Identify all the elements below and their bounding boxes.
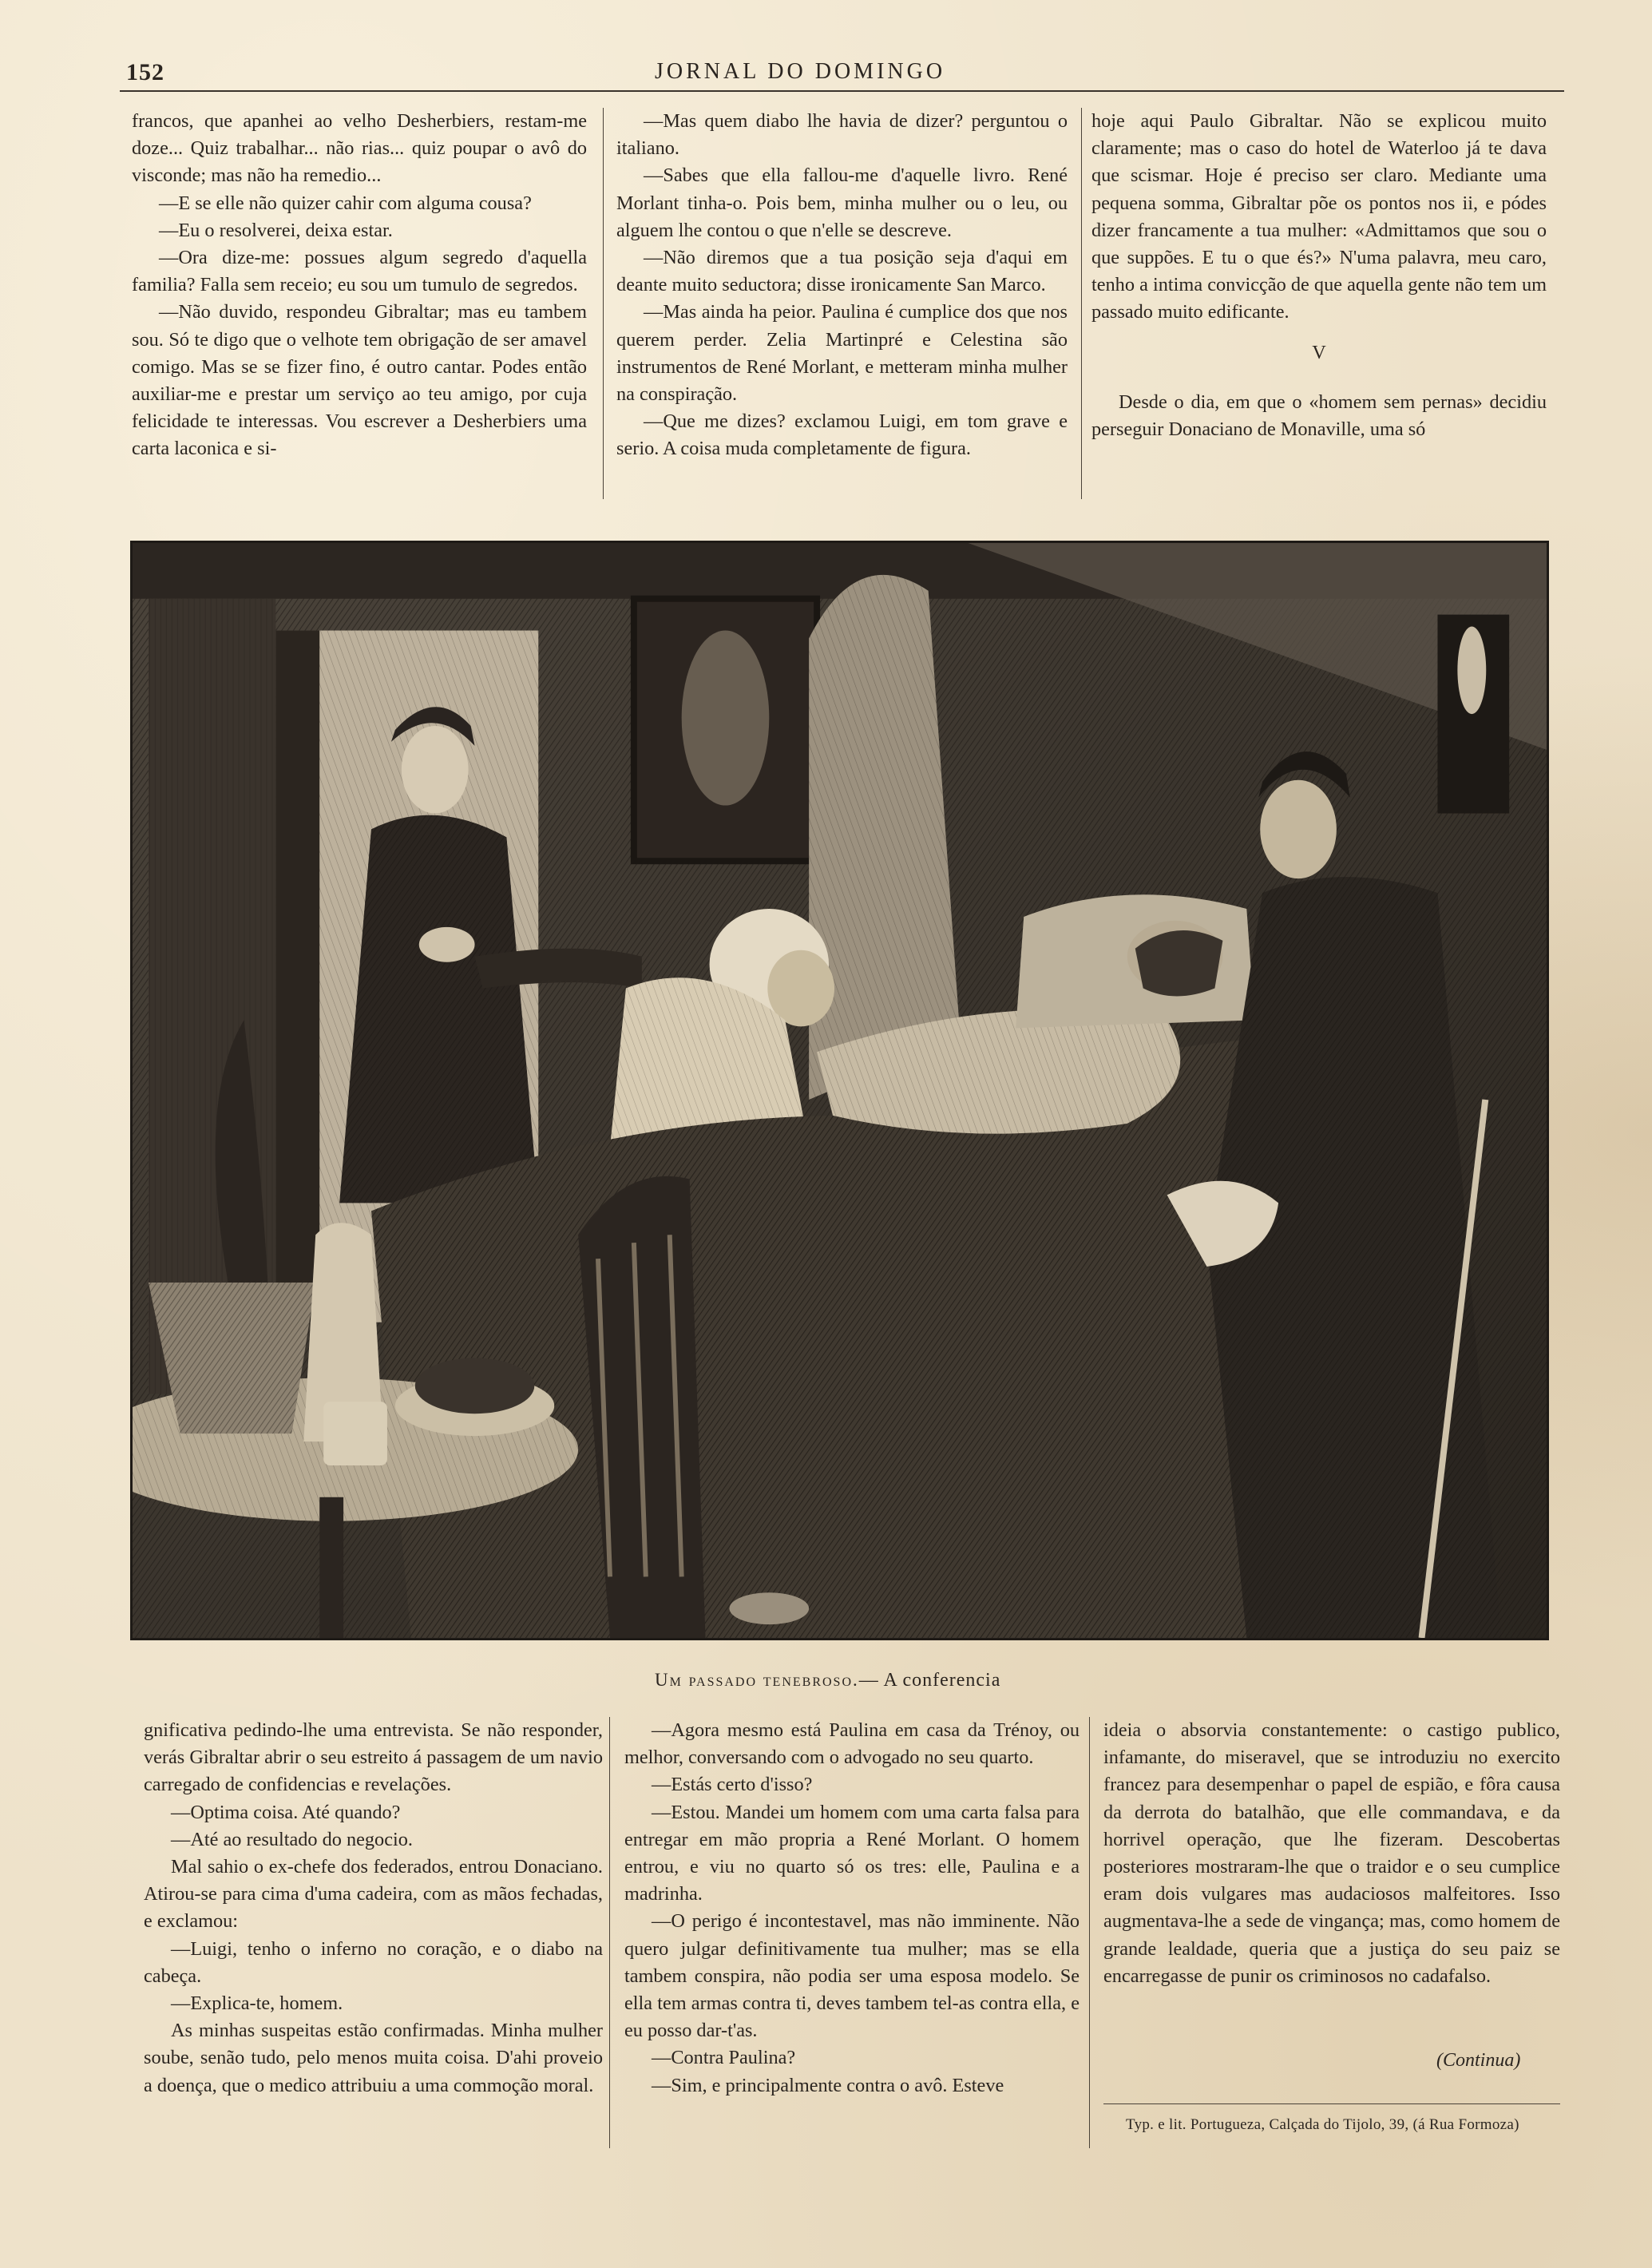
paragraph: —O perigo é incontestavel, mas não imminente. Não quero julgar definitivamente tua mulher; mas se ella tambem conspira, não podia ser uma esposa modelo. Se ella tem armas contra ti, deves tambem tel-as contra ella, e eu posso dar-t'as. xyxy=(624,1910,1080,2042)
paragraph: —Não diremos que a tua posição seja d'aqui em deante muito seductora; disse ironicamente San Marco. xyxy=(616,247,1068,296)
header-rule xyxy=(120,90,1564,92)
paragraph: —Estou. Mandei um homem com uma carta falsa para entregar em mão propria a René Morlant. O homem entrou, e viu no quarto só os tres: elle, Paulina e a madrinha. xyxy=(624,1801,1080,1905)
paragraph: gnificativa pedindo-lhe uma entrevista. Se não responder, verás Gibraltar abrir o seu estreito á passagem de um navio carregado de confidencias e revelações. xyxy=(144,1719,603,1796)
printer-imprint: Typ. e lit. Portugueza, Calçada do Tijolo, 39, (á Rua Formoza) xyxy=(1126,2116,1519,2133)
top-column-1 xyxy=(132,108,587,463)
engraving-deathbed-scene-icon xyxy=(133,543,1547,1638)
paragraph: hoje aqui Paulo Gibraltar. Não se explicou muito claramente; mas o caso do hotel de Waterloo já te dava que scismar. Hoje é preciso ser claro. Mediante uma pequena somma, Gibraltar põe os pontos nos ii, e pódes dizer francamente a tua mulher: «Admittamos que sou o que suppões. E tu o que és?» N'uma palavra, meu caro, tenho a intima convicção de que aquella gente não tem um passado muito edificante. xyxy=(1091,110,1547,323)
paragraph: ideia o absorvia constantemente: o castigo publico, infamante, do miseravel, que se introduziu no exercito francez para desempenhar o papel de espião, e fôra causa da derrota do batalhão, que elle commandava, e da horrivel operação, que lhe fizeram. Descobertas posteriores mostraram-lhe que o traidor e o seu cumplice eram dois vulgares mas audaciosos malfeitores. Isso augmentava-lhe a sede de vingança; mas, como homem de grande lealdade, queria que a justiça do seu paiz se encarregasse de punir os criminosos no cadafalso. xyxy=(1103,1719,1560,1987)
top-column-2 xyxy=(616,108,1068,463)
paragraph: —Mas quem diabo lhe havia de dizer? perguntou o italiano. xyxy=(616,110,1068,160)
paragraph: —Sabes que ella fallou-me d'aquelle livro. René Morlant tinha-o. Pois bem, minha mulher ou o leu, ou alguem lhe contou o que n'elle se descreve. xyxy=(616,165,1068,241)
paragraph: —Eu o resolverei, deixa estar. xyxy=(159,219,393,241)
caption-title: Um passado tenebroso. xyxy=(655,1670,859,1690)
paragraph: —Agora mesmo está Paulina em casa da Trénoy, ou melhor, conversando com o advogado no seu quarto. xyxy=(624,1719,1080,1769)
paragraph: —Até ao resultado do negocio. xyxy=(171,1828,413,1850)
column-rule xyxy=(609,1717,610,2148)
paragraph: —Não duvido, respondeu Gibraltar; mas eu tambem sou. Só te digo que o velhote tem obrigação de ser amavel comigo. Mas se se fizer fino, é outro cantar. Podes então auxiliar-me e prestar um serviço ao teu amigo, por cuja felicidade te interessas. Vou escrever a Desherbiers uma carta laconica e si- xyxy=(132,301,587,460)
bottom-column-2 xyxy=(624,1717,1080,2099)
bottom-column-1 xyxy=(144,1717,603,2099)
paragraph: Mal sahio o ex-chefe dos federados, entrou Donaciano. Atirou-se para cima d'uma cadeira, com as mãos fechadas, e exclamou: xyxy=(144,1856,603,1933)
column-rule xyxy=(603,108,604,499)
paragraph: —E se elle não quizer cahir com alguma cousa? xyxy=(159,192,532,214)
paragraph: —Estás certo d'isso? xyxy=(652,1774,813,1796)
paragraph: —Optima coisa. Até quando? xyxy=(171,1801,401,1823)
paragraph: —Contra Paulina? xyxy=(652,2047,796,2069)
top-column-3 xyxy=(1091,108,1547,443)
paragraph: —Explica-te, homem. xyxy=(171,1992,343,2015)
page-number: 152 xyxy=(126,59,164,85)
illustration-caption xyxy=(655,1670,1000,1691)
paragraph: —Que me dizes? exclamou Luigi, em tom grave e serio. A coisa muda completamente de figura. xyxy=(616,410,1068,460)
running-head: JORNAL DO DOMINGO xyxy=(655,59,946,84)
illustration xyxy=(130,541,1549,1640)
paragraph: francos, que apanhei ao velho Desherbiers, restam-me doze... Quiz trabalhar... não rias... quiz poupar o avô do visconde; mas não ha remedio... xyxy=(132,110,587,187)
paragraph: —Mas ainda ha peior. Paulina é cumplice dos que nos querem perder. Zelia Martinpré e Celestina são instrumentos de René Morlant, e metteram minha mulher na conspiração. xyxy=(616,301,1068,406)
paragraph: Desde o dia, em que o «homem sem pernas» decidiu perseguir Donaciano de Monaville, uma só xyxy=(1091,391,1547,441)
paragraph: As minhas suspeitas estão confirmadas. Minha mulher soube, senão tudo, pelo menos muita coisa. D'ahi proveio a doença, que o medico attribuiu a uma commoção moral. xyxy=(144,2020,603,2096)
column-rule xyxy=(1081,108,1082,499)
caption-rest: — A conferencia xyxy=(858,1670,1001,1691)
continua-note: (Continua) xyxy=(1436,2050,1521,2071)
column-rule xyxy=(1089,1717,1090,2148)
bottom-column-3 xyxy=(1103,1717,1560,1990)
paragraph: —Luigi, tenho o inferno no coração, e o diabo na cabeça. xyxy=(144,1937,603,1987)
paragraph: —Ora dize-me: possues algum segredo d'aquella familia? Falla sem receio; eu sou um tumulo de segredos. xyxy=(132,247,587,296)
section-number: V xyxy=(1312,341,1326,363)
paragraph: —Sim, e principalmente contra o avô. Esteve xyxy=(652,2074,1004,2096)
footer-rule xyxy=(1103,2103,1560,2104)
